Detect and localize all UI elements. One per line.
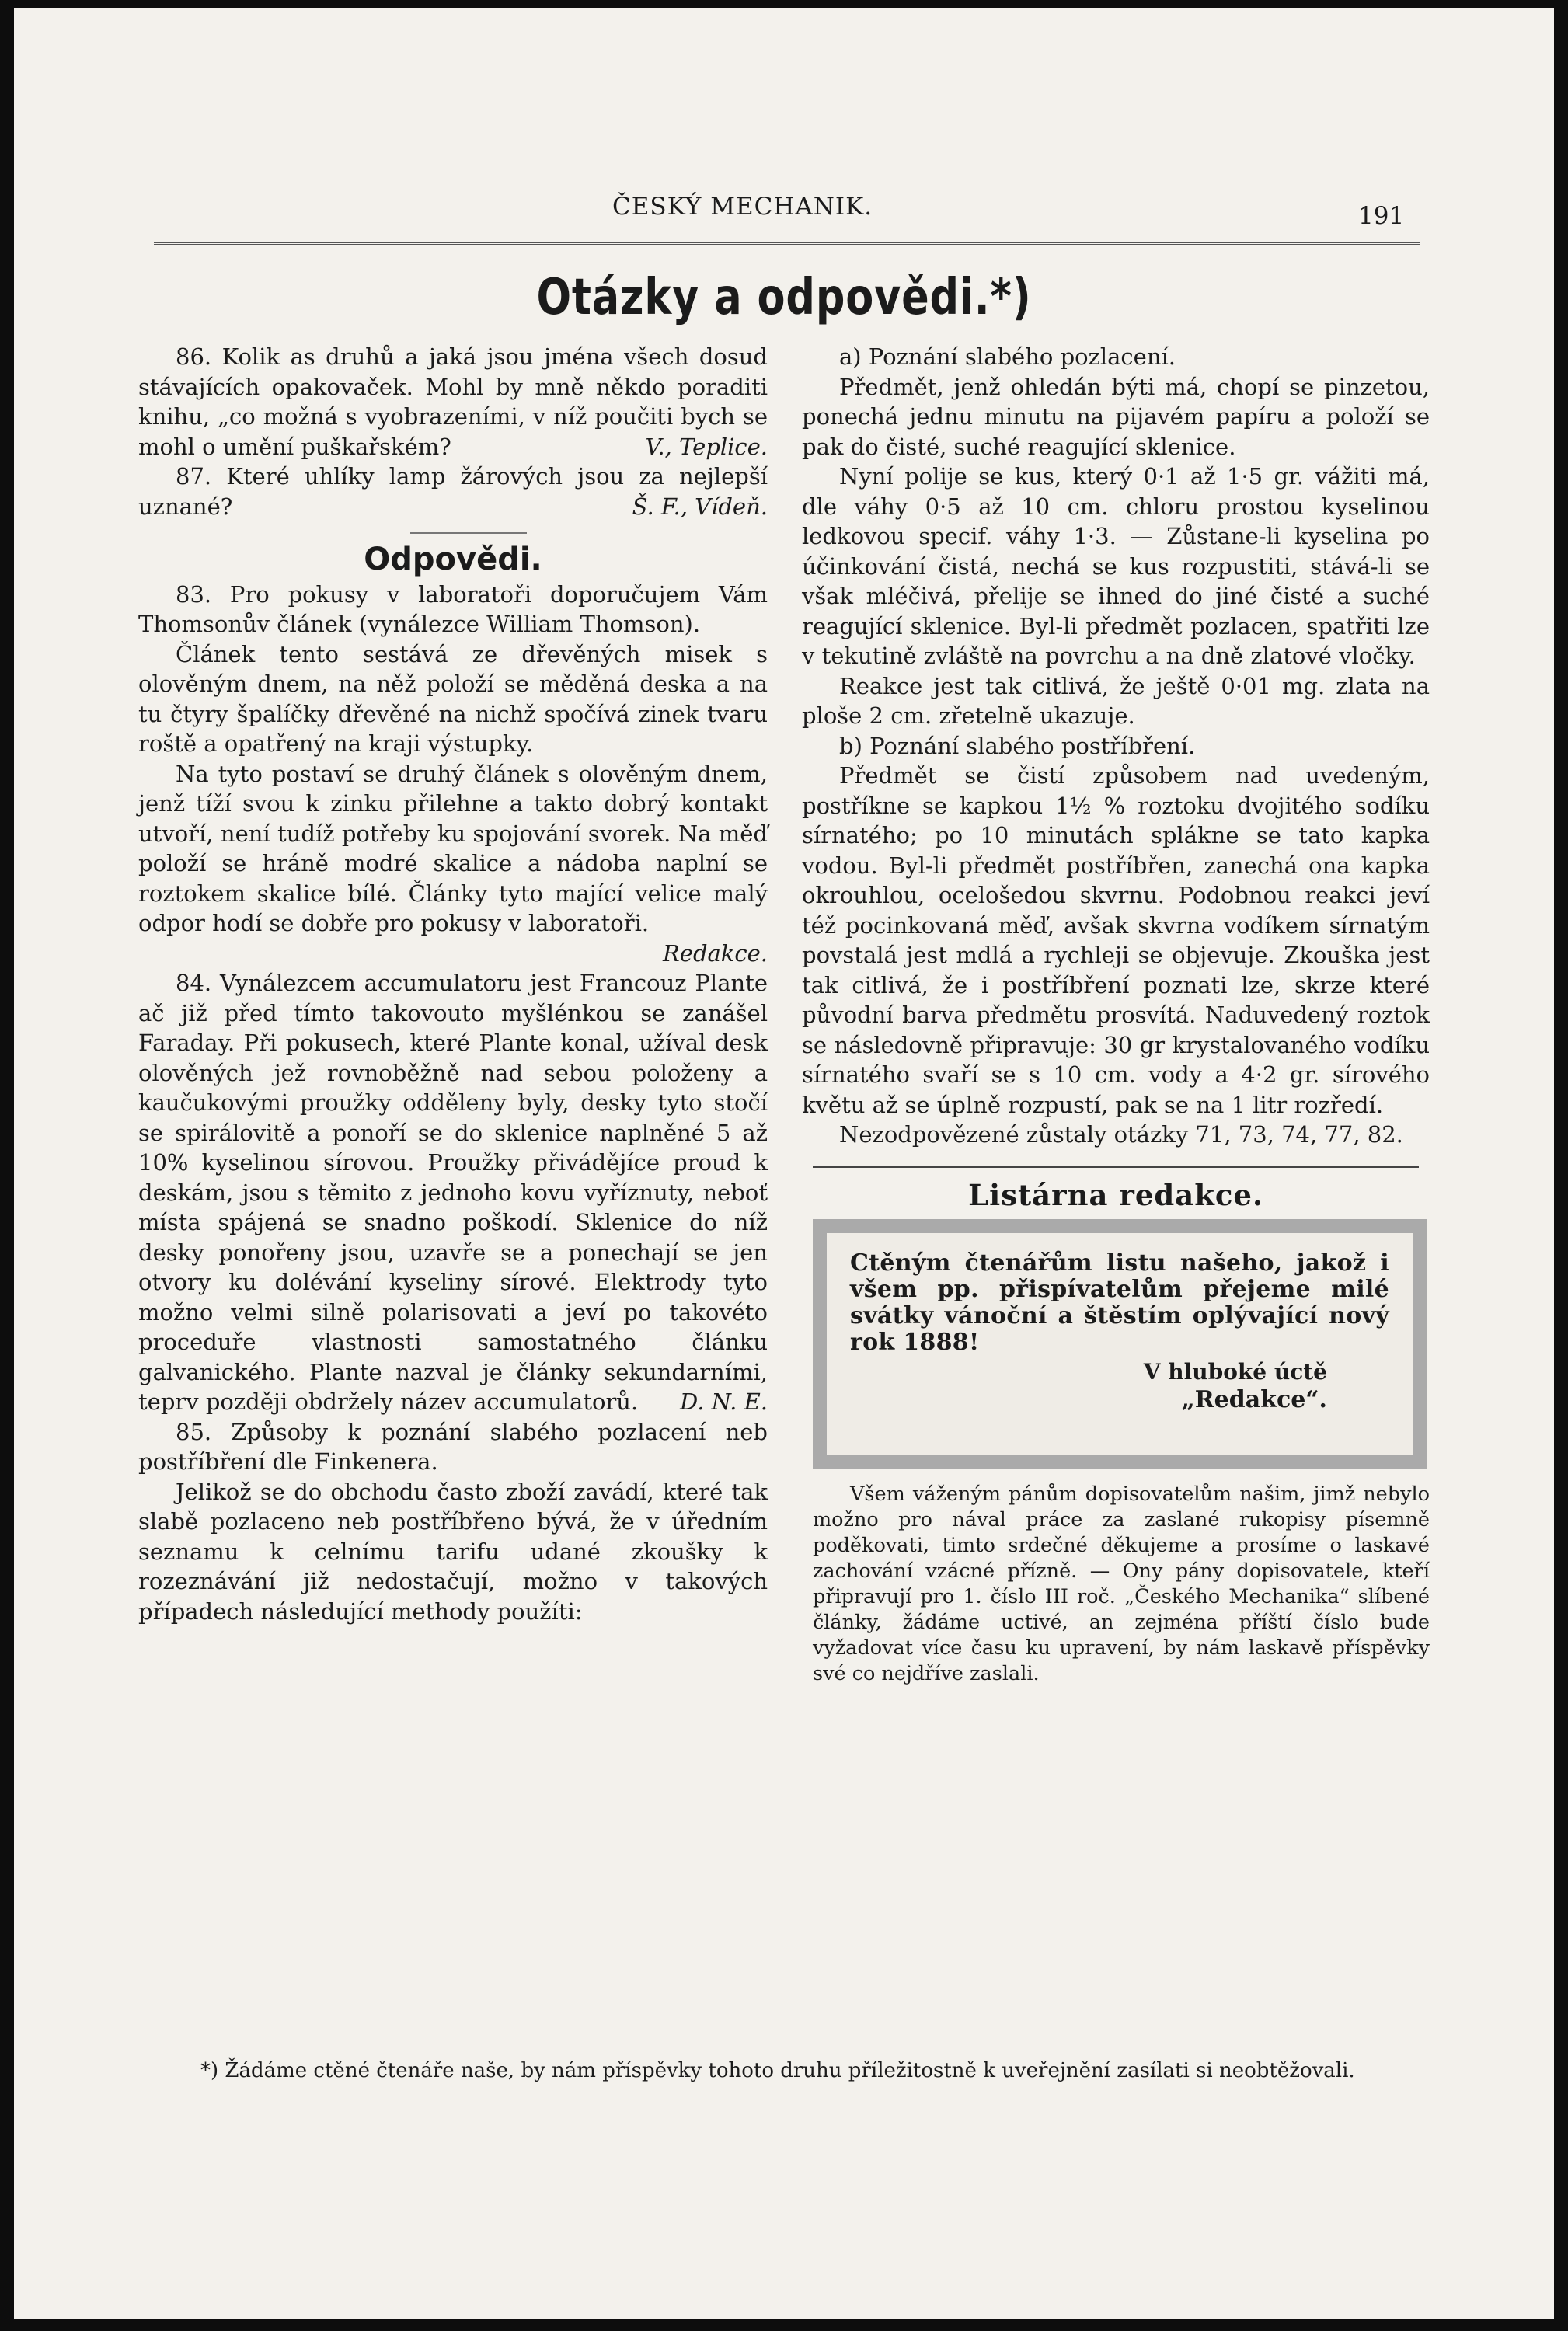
answer-83-body-2: Na tyto postaví se druhý článek s olověným dnem, jenž tíží svou k zinku přilehne a takto dobrý kontakt utvoří, není tudíž potřeby ku spojování svorek. Na měď položí se hráně modré skalice a nádoba naplní se roztokem skalice bílé. Články tyto mající velice malý odpor hodí se dobře pro pokusy v laboratoři. Redakce. (138, 759, 768, 939)
answer-84-text: 84. Vynálezcem accumulatoru jest Francouz Plante ač již před tímto takovouto myšlénkou se zanášel Faraday. Při pokusech, které Plante konal, užíval desk olověných jež rovnoběžně nad sebou položeny a kaučukovými proužky odděleny byly, desky tyto stočí se spirálovitě a ponoří se do sklenice naplněné 5 až 10% kyselinou sírovou. Proužky přivádějíce proud k deskám, jsou s těmito z jednoho kovu vyříznuty, neboť místa spájená se snadno poškodí. Sklenice do níž desky ponořeny jsou, uzavře se a ponechají se jen otvory ku dolévání kyseliny sírové. Elektrody tyto možno velmi silně polarisovati a jeví po takovéto proceduře vlastnosti samostatného článku galvanického. Plante nazval je články sekundarními, teprv později obdržely název accumulatorů. D. N. E. (138, 968, 768, 1417)
method-b-heading: b) Poznání slabého postříbření. (839, 732, 1196, 759)
method-b-text: Předmět se čistí způsobem nad uvedeným, postříkne se kapkou 1½ % roztoku dvojitého sodíku sírnatého; po 10 minutách spláknе se tato kapka vodou. Byl-li předmět postříbřen, zanechá ona kapka okrouhlou, ocelošedou skvrnu. Podobnou reakci jeví též pocinkovaná měď, avšak skvrna vodíkem sírnatým povstalá jest mdlá a rychleji se objevuje. Zkouška jest tak citlivá, že i postříbření poznati lze, skrze které původní barva předmětu prosvítá. Naduvedený roztok se následovně připravuje: 30 gr krystalovaného vodíku sírnatého svaří se s 10 cm. vody a 4·2 gr. sírového květu až se úplně rozpustí, pak se na 1 litr rozředí. (802, 762, 1430, 1118)
listarna-title: Listárna redakce. (968, 1177, 1263, 1212)
question-86-signature: V., Teplice. (645, 433, 768, 460)
answer-84-signature: D. N. E. (680, 1388, 768, 1415)
greeting-signature: „Redakce“. (1181, 1386, 1327, 1413)
method-a-sensitivity: Reakce jest tak citlivá, že ještě 0·01 mg. zlata na ploše 2 cm. zřetelně ukazuje. (802, 672, 1430, 729)
section-divider (410, 532, 527, 534)
main-title: Otázky a odpovědi.*) (536, 269, 1032, 326)
method-a-step-1: Předmět, jenž ohledán býti má, chopí se pinzetou, ponechá jednu minutu na pijavém papíru a položí se pak do čisté, suché reagující sklenice. (802, 373, 1430, 460)
listarna-note: Všem váženým pánům dopisovatelům našim, jimž nebylo možno pro nával práce za zaslané rukopisy písemně poděkovati, timto srdečné děkujeme a prosíme o laskavé zachování vzácné přízně. — Ony pány dopisovatele, kteří připravují pro 1. číslo III roč. „Českého Mechanika“ slíbené články, žádáme uctivé, an zejména příští číslo bude vyžadovat více času ku upravení, by nám laskavě příspěvky své co nejdříve zaslali. (813, 1483, 1430, 1685)
answer-83-block (138, 759, 768, 969)
greeting-notice-box (813, 1219, 1427, 1469)
greeting-closing: V hluboké úctě „Redakce“. (850, 1359, 1389, 1415)
question-87 (138, 462, 768, 521)
question-87-text: 87. Které uhlíky lamp žárových jsou za nejlepší uznané? Š. F., Vídeň. (138, 462, 768, 521)
question-86-text: 86. Kolik as druhů a jaká jsou jména všech dosud stávajících opakovaček. Mohl by mně někdo poraditi knihu, „co možná s vyobrazeními, v níž poučiti bych se mohl o umění puškařském? V., Teplice. (138, 342, 768, 462)
question-87-signature: Š. F., Vídeň. (632, 493, 768, 520)
right-column (802, 342, 1430, 1687)
left-column (138, 342, 768, 1626)
answer-85-body: Jelikož se do obchodu často zboží zavádí, které tak slabě pozlaceno neb postříbřeno bývá, že v úředním seznamu k celnímu tarifu udané zkoušky k rozeznávání již nedostačují, možno v takových případech následující methody použíti: (138, 1478, 768, 1625)
answers-heading: Odpovědi. (364, 542, 542, 577)
footnote: *) Žádáme ctěné čtenáře naše, by nám příspěvky tohoto druhu příležitostně k uveřejnění zasílati si neobtěžovali. (200, 2059, 1355, 2082)
method-a-step-2: Nyní polije se kus, který 0·1 až 1·5 gr. vážiti má, dle váhy 0·5 až 10 cm. chloru prostou kyselinou ledkovou specif. váhy 1·3. — Zůstane-li kyselina po účinkování čistá, nechá se kus rozpustiti, stává-li se však mléčivá, přelije se ihned do jiné čisté a suché reagující sklenice. Byl-li předmět pozlacen, spatřiti lze v tekutině zvláště na povrchu a na dně zlatové vločky. (802, 463, 1430, 669)
answer-85-intro: 85. Způsoby k poznání slabého pozlacení neb postříbření dle Finkenera. (138, 1418, 768, 1475)
answer-84-block (138, 968, 768, 1417)
page-number: 191 (1358, 202, 1405, 230)
question-86 (138, 342, 768, 462)
method-a-heading: a) Poznání slabého pozlacení. (839, 343, 1176, 370)
running-title: ČESKÝ MECHANIK. (612, 193, 873, 221)
greeting-text: Ctěným čtenářům listu našeho, jakož i všem pp. přispívatelům přejeme milé svátky vánoční a štěstím oplývající nový rok 1888! (850, 1249, 1389, 1356)
unanswered-note: Nezodpovězené zůstaly otázky 71, 73, 74, 77, 82. (839, 1121, 1403, 1148)
answer-83-intro: 83. Pro pokusy v laboratoři doporučujem Vám Thomsonův článek (vynálezce William Thomson). (138, 580, 768, 637)
answer-83-body-1: Článek tento sestává ze dřevěných misek s olověným dnem, na něž položí se měděná deska a na tu čtyry špalíčky dřevěné na nichž spočívá zinek tvaru roště a opatřený na kraji výstupky. (138, 640, 768, 757)
answer-83-signature: Redakce. (662, 939, 768, 967)
listarna-rule (813, 1166, 1419, 1168)
page (14, 8, 1554, 2319)
header-rule (154, 242, 1420, 245)
